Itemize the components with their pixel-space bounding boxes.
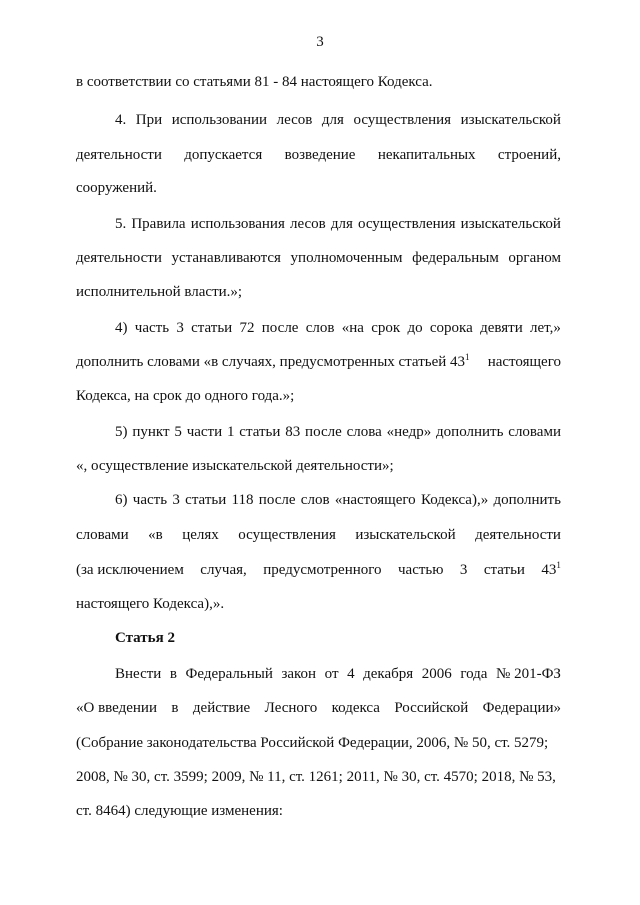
word: деятельности [76,250,162,266]
word: действие [192,700,251,716]
text-line: ст. 8464) следующие изменения: [76,803,283,819]
text-line: в соответствии со статьями 81 - 84 настоящего Кодекса. [76,74,433,90]
word: от [324,666,339,682]
word: целях [182,527,219,543]
word: 118 [231,492,254,508]
word: слов [305,320,335,336]
text-line [76,145,561,165]
word: изыскательской [460,216,561,232]
word: 2006 [421,666,452,682]
word: срок [371,320,401,336]
word: осуществления [357,216,456,232]
word: Правила [131,216,186,232]
word: органом [508,250,561,266]
word: № 201-ФЗ [496,666,561,682]
word: «на [341,320,364,336]
word: уполномоченным [290,250,403,266]
word: 3 [172,492,180,508]
word: Российской [394,700,469,716]
word: деятельности [76,147,162,163]
text-line [76,560,561,580]
text-line [115,318,561,338]
word: после [258,492,296,508]
text-line: сооружений. [76,180,157,196]
word: статьи [483,562,525,578]
word: 3 [176,320,184,336]
text-fragment: настоящего [487,354,561,370]
word: до [407,320,423,336]
word: Лесного [264,700,318,716]
word: кодекса [331,700,380,716]
word: Федерации» [482,700,561,716]
word: закон [281,666,317,682]
word: деятельности [475,527,561,543]
word: после [305,424,342,440]
word: лесов [276,112,313,128]
word: (за исключением [76,562,184,578]
page-number: 3 [316,34,324,50]
word: устанавливаются [171,250,281,266]
word: строений, [497,147,561,163]
word: слова [346,424,382,440]
word: в [171,700,179,716]
word: «О введении [76,700,157,716]
word: статьи [185,492,227,508]
word: словами [508,424,561,440]
text-line: 2008, № 30, ст. 3599; 2009, № 11, ст. 1261; 2011, № 30, ст. 4570; 2018, № 53, [76,769,556,785]
text-line: исполнительной власти.»; [76,284,243,300]
word: Кодекса),» [420,492,489,508]
word: девяти [480,320,523,336]
word: частью [398,562,444,578]
text-line [115,110,561,130]
word: Внести [115,666,162,682]
word: для [330,216,353,232]
word: слов [300,492,330,508]
text-line [115,664,561,684]
word: декабря [363,666,414,682]
word: сорока [429,320,473,336]
word: словами [76,527,129,543]
text-line [115,490,561,510]
text-line: «, осуществление изыскательской деятельности»; [76,458,394,474]
word: пункт [132,424,170,440]
word: лет,» [530,320,561,336]
word: 5) [115,424,128,440]
word: 4 [347,666,355,682]
word: изыскательской [355,527,456,543]
word: 5. [115,216,127,232]
word: предусмотренного [263,562,382,578]
word: части [186,424,223,440]
word: 6) [115,492,128,508]
text-line [76,352,561,372]
word: в [169,666,177,682]
word: статьи [191,320,233,336]
text-fragment: дополнить словами «в случаях, предусмотренных статьей 43 [76,354,466,370]
word: 1 [226,424,235,440]
text-line [115,422,561,442]
word: 83 [285,424,301,440]
text-line: настоящего Кодекса),». [76,596,225,612]
word: дополнить [493,492,561,508]
word: 4. [115,112,127,128]
word: «недр» [386,424,432,440]
text-line [76,525,561,545]
word: «настоящего [334,492,416,508]
word: лесов [289,216,326,232]
word: 5 [174,424,182,440]
word: допускается [184,147,263,163]
superscript: 1 [465,352,470,362]
word: 72 [239,320,255,336]
word: для [321,112,344,128]
text-line [76,248,561,268]
word: некапитальных [377,147,476,163]
word: после [261,320,299,336]
word: часть [134,320,170,336]
text-line: Кодекса, на срок до одного года.»; [76,388,295,404]
word: «в [148,527,163,543]
text-fragment: $43^1$ [541,560,561,578]
word: статьи [239,424,281,440]
superscript: 1 [556,560,561,570]
word: федеральным [412,250,499,266]
article-heading: Статья 2 [115,630,175,646]
word: 3 [459,562,468,578]
word: возведение [284,147,356,163]
word: использовании [171,112,268,128]
word: года [460,666,488,682]
word: При [135,112,163,128]
word: Федеральный [185,666,273,682]
word: дополнить [436,424,504,440]
text-line [76,698,561,718]
word: изыскательской [460,112,561,128]
word: использования [190,216,285,232]
word: 4) [115,320,128,336]
text-line [115,214,561,234]
word: часть [132,492,168,508]
word: случая, [200,562,247,578]
text-line: (Собрание законодательства Российской Федерации, 2006, № 50, ст. 5279; [76,735,549,751]
word: осуществления [238,527,336,543]
word: осуществления [353,112,452,128]
